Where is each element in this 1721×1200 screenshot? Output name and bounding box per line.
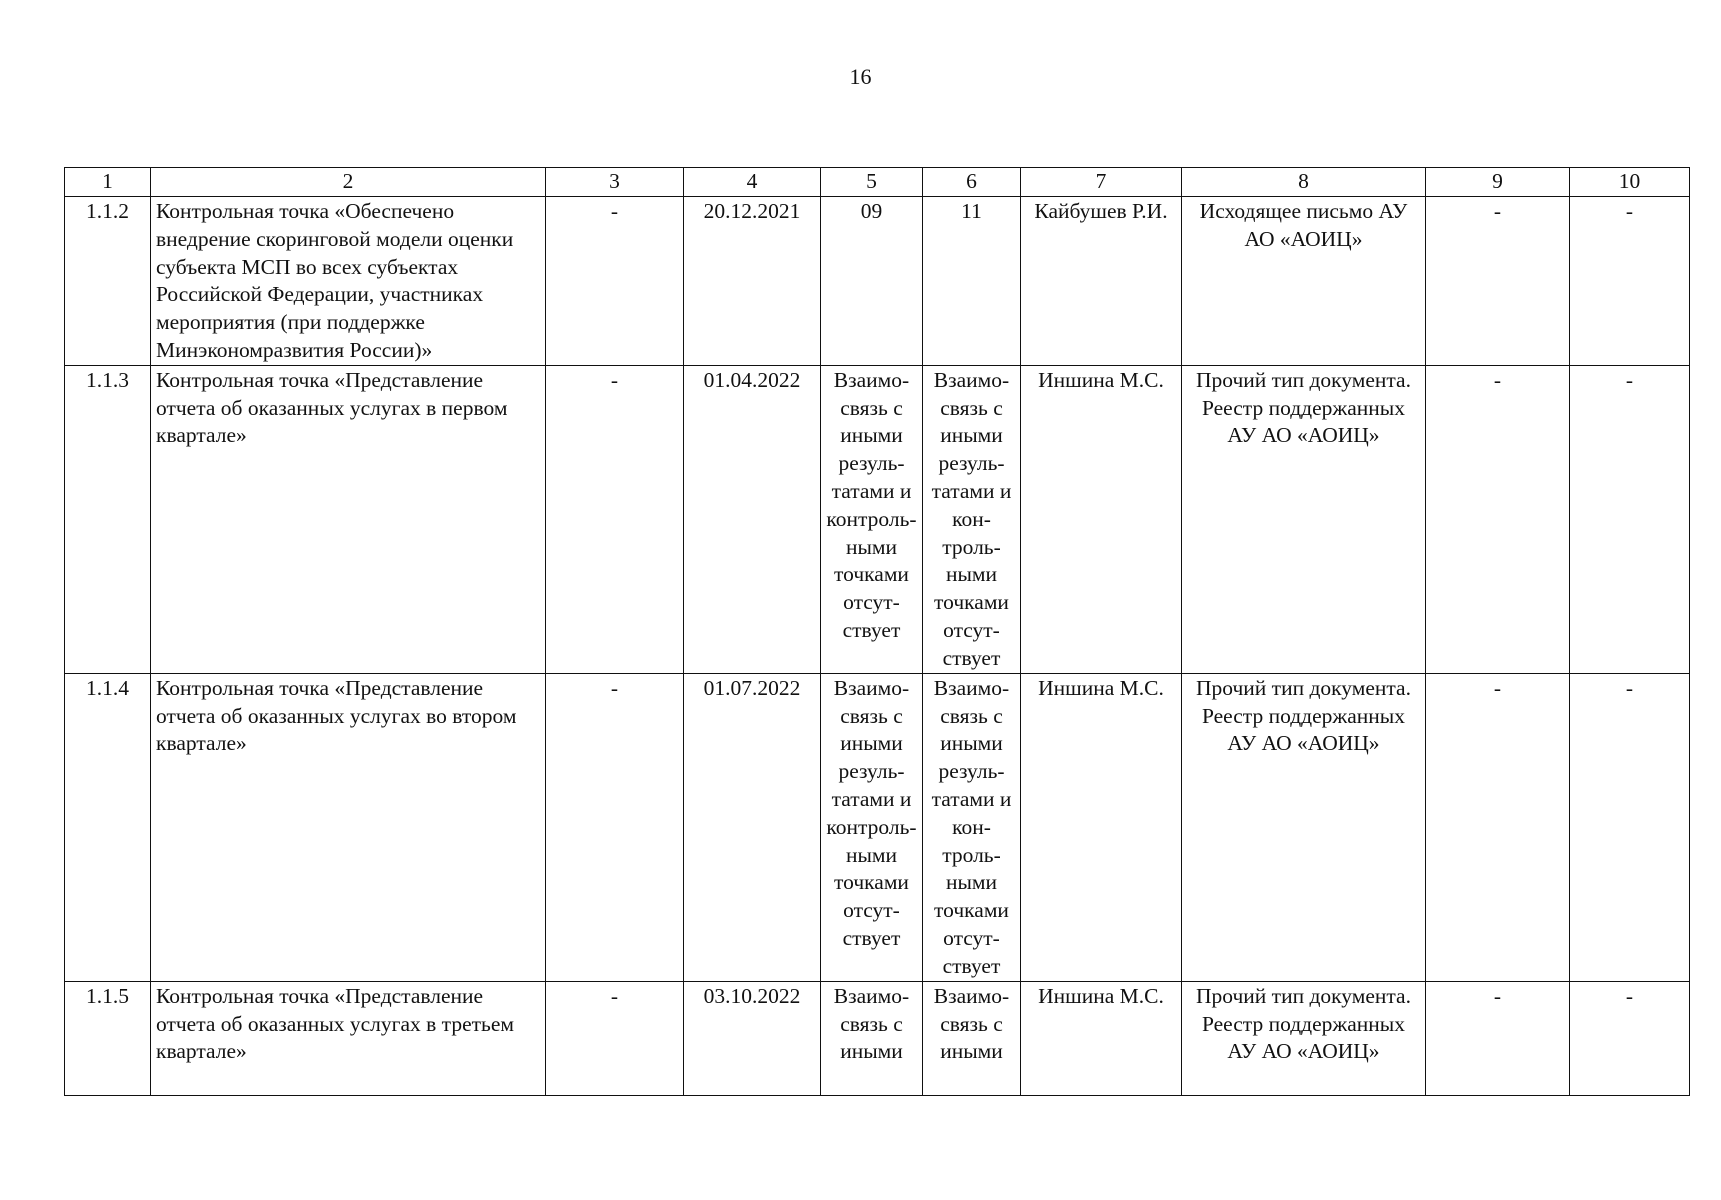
cell-col-9: - bbox=[1426, 981, 1570, 1095]
cell-col-3: - bbox=[546, 365, 684, 673]
column-header-8: 8 bbox=[1182, 168, 1426, 197]
row-document-type: Исходящее письмо АУ АО «АОИЦ» bbox=[1182, 197, 1426, 366]
header-row bbox=[65, 168, 1690, 197]
row-number: 1.1.2 bbox=[65, 197, 151, 366]
row-responsible: Иншина М.С. bbox=[1021, 365, 1182, 673]
table-row bbox=[65, 365, 1690, 673]
row-date: 03.10.2022 bbox=[684, 981, 821, 1095]
row-responsible: Иншина М.С. bbox=[1021, 673, 1182, 981]
cell-col-9: - bbox=[1426, 365, 1570, 673]
cell-col-9: - bbox=[1426, 197, 1570, 366]
column-header-9: 9 bbox=[1426, 168, 1570, 197]
column-header-6: 6 bbox=[923, 168, 1021, 197]
cell-col-5: 09 bbox=[821, 197, 923, 366]
column-header-5: 5 bbox=[821, 168, 923, 197]
table-row bbox=[65, 197, 1690, 366]
column-header-1: 1 bbox=[65, 168, 151, 197]
row-number: 1.1.4 bbox=[65, 673, 151, 981]
cell-col-10: - bbox=[1570, 981, 1690, 1095]
cell-col-3: - bbox=[546, 981, 684, 1095]
row-number: 1.1.5 bbox=[65, 981, 151, 1095]
table-row bbox=[65, 981, 1690, 1095]
column-header-3: 3 bbox=[546, 168, 684, 197]
row-description: Контрольная точка «Представление отчета об оказанных услугах в третьем квартале» bbox=[151, 981, 546, 1095]
cell-col-3: - bbox=[546, 197, 684, 366]
cell-col-6: Взаимосвязь с иными результатами и контрольными точками отсутствует bbox=[923, 673, 1021, 981]
row-document-type: Прочий тип документа. Реестр поддержанных АУ АО «АОИЦ» bbox=[1182, 365, 1426, 673]
row-number: 1.1.3 bbox=[65, 365, 151, 673]
row-document-type: Прочий тип документа. Реестр поддержанных АУ АО «АОИЦ» bbox=[1182, 981, 1426, 1095]
cell-col-6: 11 bbox=[923, 197, 1021, 366]
cell-col-3: - bbox=[546, 673, 684, 981]
page-number: 16 bbox=[849, 64, 872, 89]
column-header-4: 4 bbox=[684, 168, 821, 197]
row-description: Контрольная точка «Представление отчета об оказанных услугах во втором квартале» bbox=[151, 673, 546, 981]
row-description: Контрольная точка «Обеспечено внедрение скоринговой модели оценки субъекта МСП во всех субъектах Российской Федерации, участниках мероприятия (при поддержке Минэкономразвития России)» bbox=[151, 197, 546, 366]
row-date: 01.07.2022 bbox=[684, 673, 821, 981]
column-header-7: 7 bbox=[1021, 168, 1182, 197]
table-row bbox=[65, 673, 1690, 981]
cell-col-10: - bbox=[1570, 365, 1690, 673]
row-document-type: Прочий тип документа. Реестр поддержанных АУ АО «АОИЦ» bbox=[1182, 673, 1426, 981]
row-responsible: Иншина М.С. bbox=[1021, 981, 1182, 1095]
cell-col-9: - bbox=[1426, 673, 1570, 981]
row-date: 01.04.2022 bbox=[684, 365, 821, 673]
cell-col-5: Взаимосвязь с иными bbox=[821, 981, 923, 1095]
plan-table bbox=[64, 167, 1690, 1096]
column-header-10: 10 bbox=[1570, 168, 1690, 197]
cell-col-10: - bbox=[1570, 673, 1690, 981]
row-responsible: Кайбушев Р.И. bbox=[1021, 197, 1182, 366]
row-date: 20.12.2021 bbox=[684, 197, 821, 366]
cell-col-6: Взаимосвязь с иными bbox=[923, 981, 1021, 1095]
cell-col-5: Взаимосвязь с иными результатами и контрольными точками отсутствует bbox=[821, 673, 923, 981]
cell-col-5: Взаимосвязь с иными результатами и контрольными точками отсутствует bbox=[821, 365, 923, 673]
cell-col-6: Взаимосвязь с иными результатами и контрольными точками отсутствует bbox=[923, 365, 1021, 673]
cell-col-10: - bbox=[1570, 197, 1690, 366]
column-header-2: 2 bbox=[151, 168, 546, 197]
row-description: Контрольная точка «Представление отчета об оказанных услугах в первом квартале» bbox=[151, 365, 546, 673]
